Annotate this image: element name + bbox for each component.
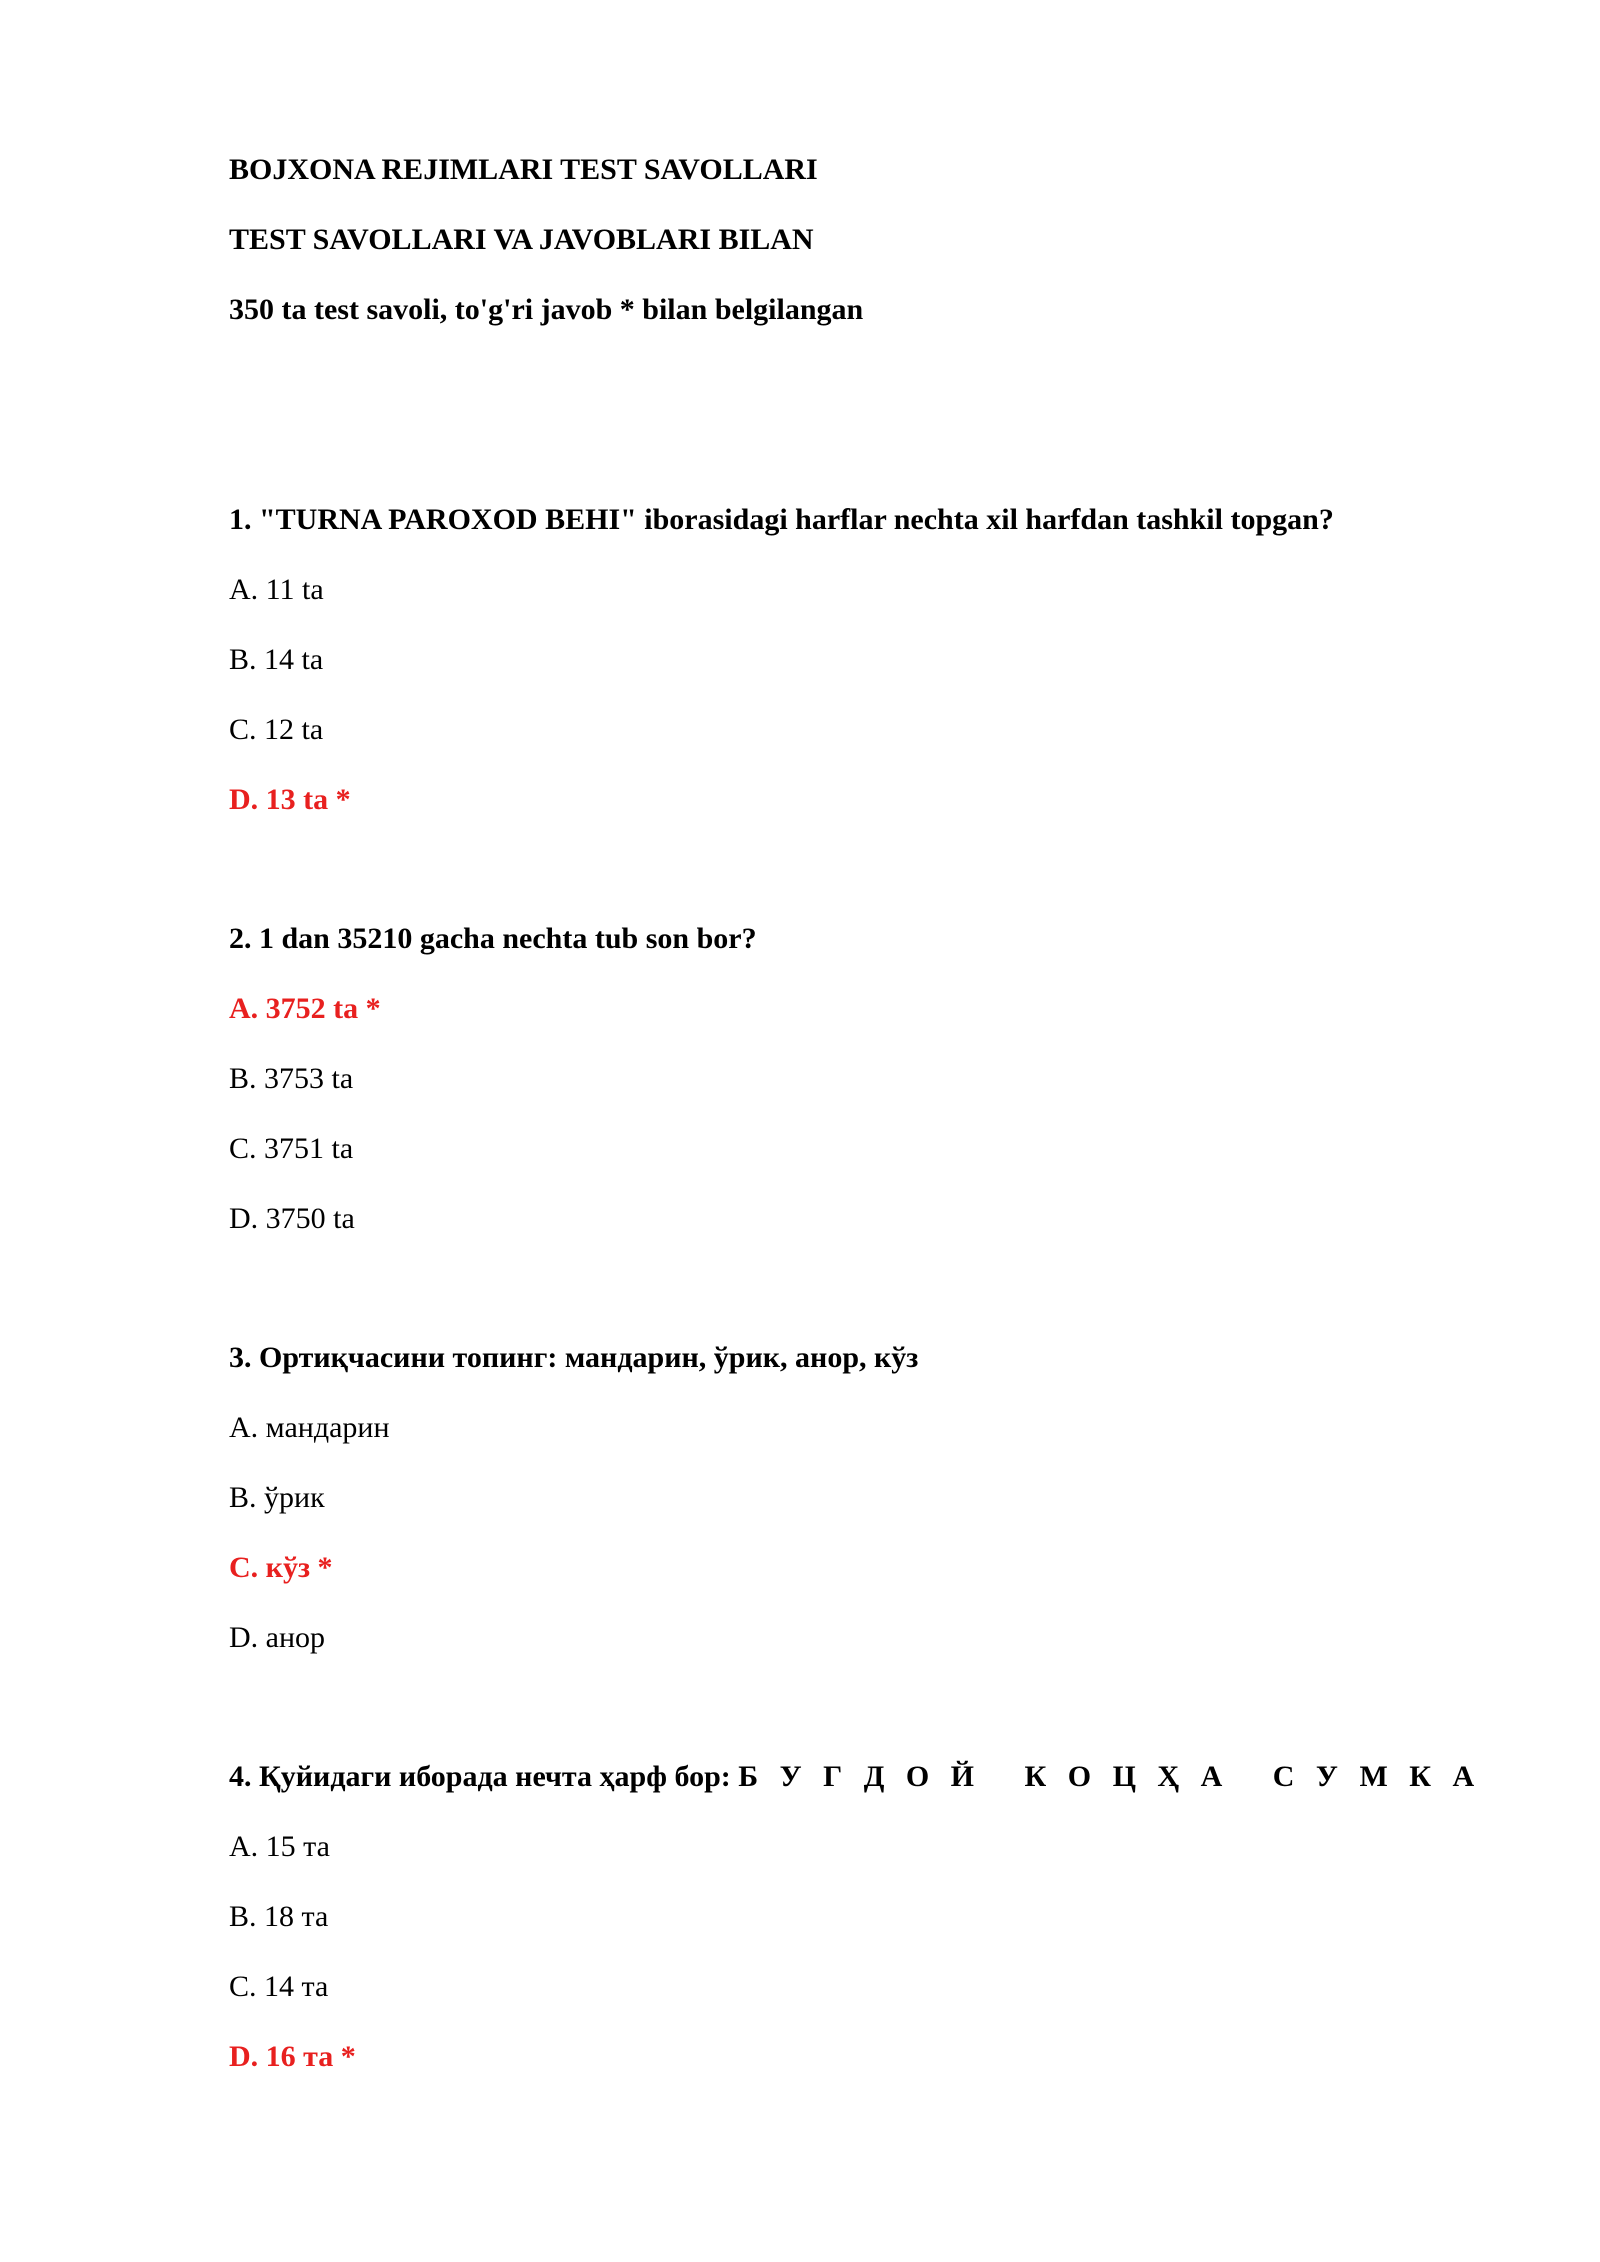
question-3-option-b: B. ўрик (229, 1481, 325, 1514)
question-3-option-c-correct: C. кўз * (229, 1551, 333, 1584)
question-4 (229, 1759, 1481, 1795)
question-4-option-c: C. 14 та (229, 1970, 329, 2003)
question-2: 2. 1 dan 35210 gacha nechta tub son bor? (229, 922, 757, 955)
document-subtitle: TEST SAVOLLARI VA JAVOBLARI BILAN (229, 223, 814, 256)
question-4-prefix: 4. Қуйидаги иборада нечта ҳарф бор: (229, 1760, 739, 1793)
question-3-option-a: A. мандарин (229, 1411, 390, 1444)
question-1-option-c: C. 12 ta (229, 713, 324, 746)
document-title: BOJXONA REJIMLARI TEST SAVOLLARI (229, 153, 818, 186)
document-note: 350 ta test savoli, to'g'ri javob * bilan belgilangan (229, 293, 864, 326)
question-4-option-d-correct: D. 16 та * (229, 2040, 356, 2073)
question-3-option-d: D. анор (229, 1621, 326, 1654)
question-1: 1. "TURNA PAROXOD BEHI" iborasidagi harflar nechta xil harfdan tashkil topgan? (229, 503, 1334, 536)
question-2-option-c: C. 3751 ta (229, 1132, 354, 1165)
question-2-option-a-correct: A. 3752 ta * (229, 992, 381, 1025)
question-3: 3. Ортиқчасини топинг: мандарин, ўрик, анор, кўз (229, 1341, 919, 1374)
question-4-option-a: A. 15 та (229, 1830, 330, 1863)
question-1-option-b: B. 14 ta (229, 643, 324, 676)
question-4-option-b: B. 18 та (229, 1900, 329, 1933)
question-4-phrase: Б У Г Д О Й К О Ц Ҳ А С У М К А (738, 1760, 1482, 1793)
question-2-option-b: B. 3753 ta (229, 1062, 354, 1095)
question-1-option-a: A. 11 ta (229, 573, 324, 606)
question-1-option-d-correct: D. 13 ta * (229, 783, 351, 816)
question-2-option-d: D. 3750 ta (229, 1202, 355, 1235)
